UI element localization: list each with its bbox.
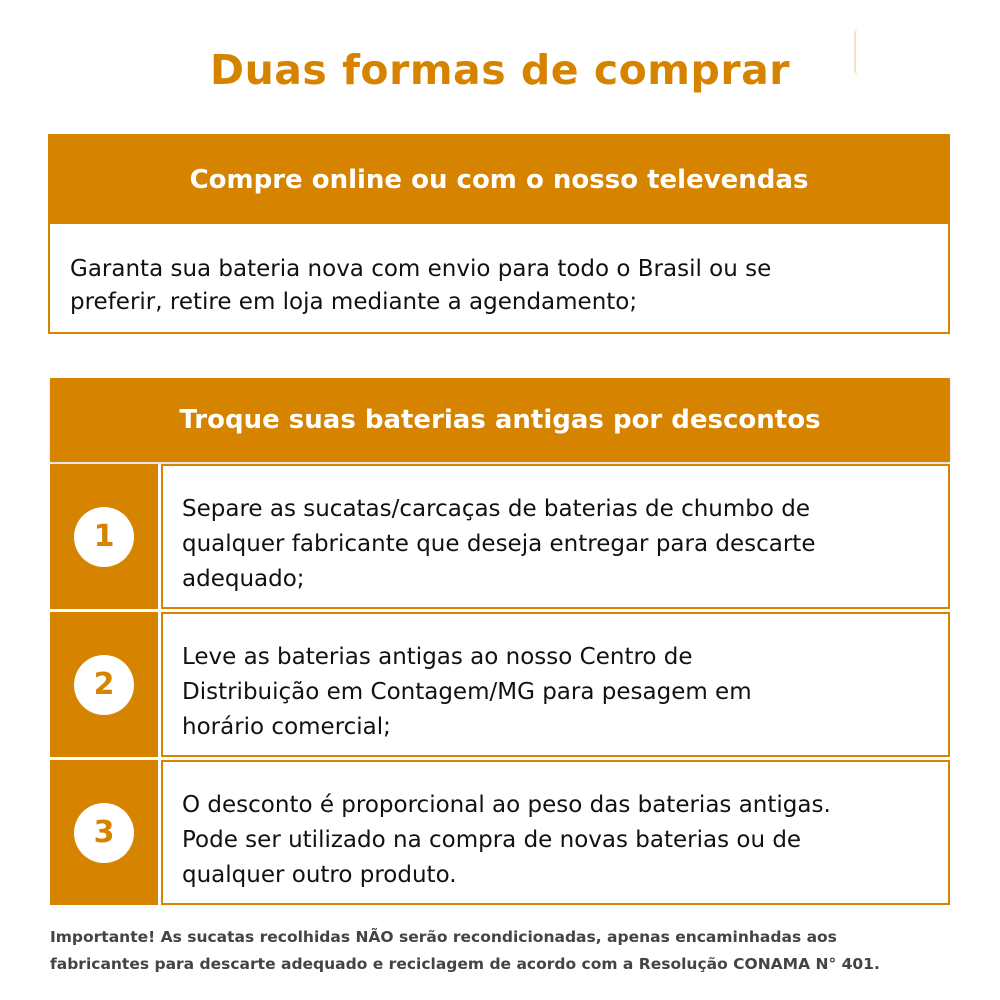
step-description <box>161 612 950 757</box>
online-purchase-header: Compre online ou com o nosso televendas <box>50 136 948 224</box>
online-description-line: Garanta sua bateria nova com envio para todo o Brasil ou se <box>70 256 772 282</box>
step-description-line: qualquer outro produto. <box>182 862 457 888</box>
step-description-line: adequado; <box>182 566 305 592</box>
step-number-panel <box>50 464 158 609</box>
step-description <box>161 760 950 905</box>
page-title: Duas formas de comprar <box>210 46 790 94</box>
exchange-step-1 <box>50 464 950 609</box>
step-description <box>161 464 950 609</box>
step-description-line: qualquer fabricante que deseja entregar para descarte <box>182 531 816 557</box>
online-purchase-box <box>48 134 950 334</box>
step-description-line: Pode ser utilizado na compra de novas baterias ou de <box>182 827 802 853</box>
exchange-step-3 <box>50 760 950 905</box>
step-description-line: O desconto é proporcional ao peso das baterias antigas. <box>182 792 831 818</box>
step-number-badge: 3 <box>74 803 134 863</box>
step-description-line: Leve as baterias antigas ao nosso Centro de <box>182 644 693 670</box>
step-number-panel <box>50 612 158 757</box>
step-description-line: horário comercial; <box>182 714 391 740</box>
important-note <box>50 924 970 978</box>
online-purchase-description <box>50 224 948 319</box>
online-description-line: preferir, retire em loja mediante a agendamento; <box>70 289 638 315</box>
step-number-badge: 2 <box>74 655 134 715</box>
step-number-badge: 1 <box>74 507 134 567</box>
step-description-line: Separe as sucatas/carcaças de baterias de chumbo de <box>182 496 811 522</box>
step-description-line: Distribuição em Contagem/MG para pesagem em <box>182 679 752 705</box>
step-number-panel <box>50 760 158 905</box>
exchange-step-2 <box>50 612 950 757</box>
important-note-line: fabricantes para descarte adequado e reciclagem de acordo com a Resolução CONAMA N° 401. <box>50 955 880 973</box>
exchange-header: Troque suas baterias antigas por descontos <box>50 378 950 462</box>
important-note-line: Importante! As sucatas recolhidas NÃO serão recondicionadas, apenas encaminhadas aos <box>50 928 837 946</box>
